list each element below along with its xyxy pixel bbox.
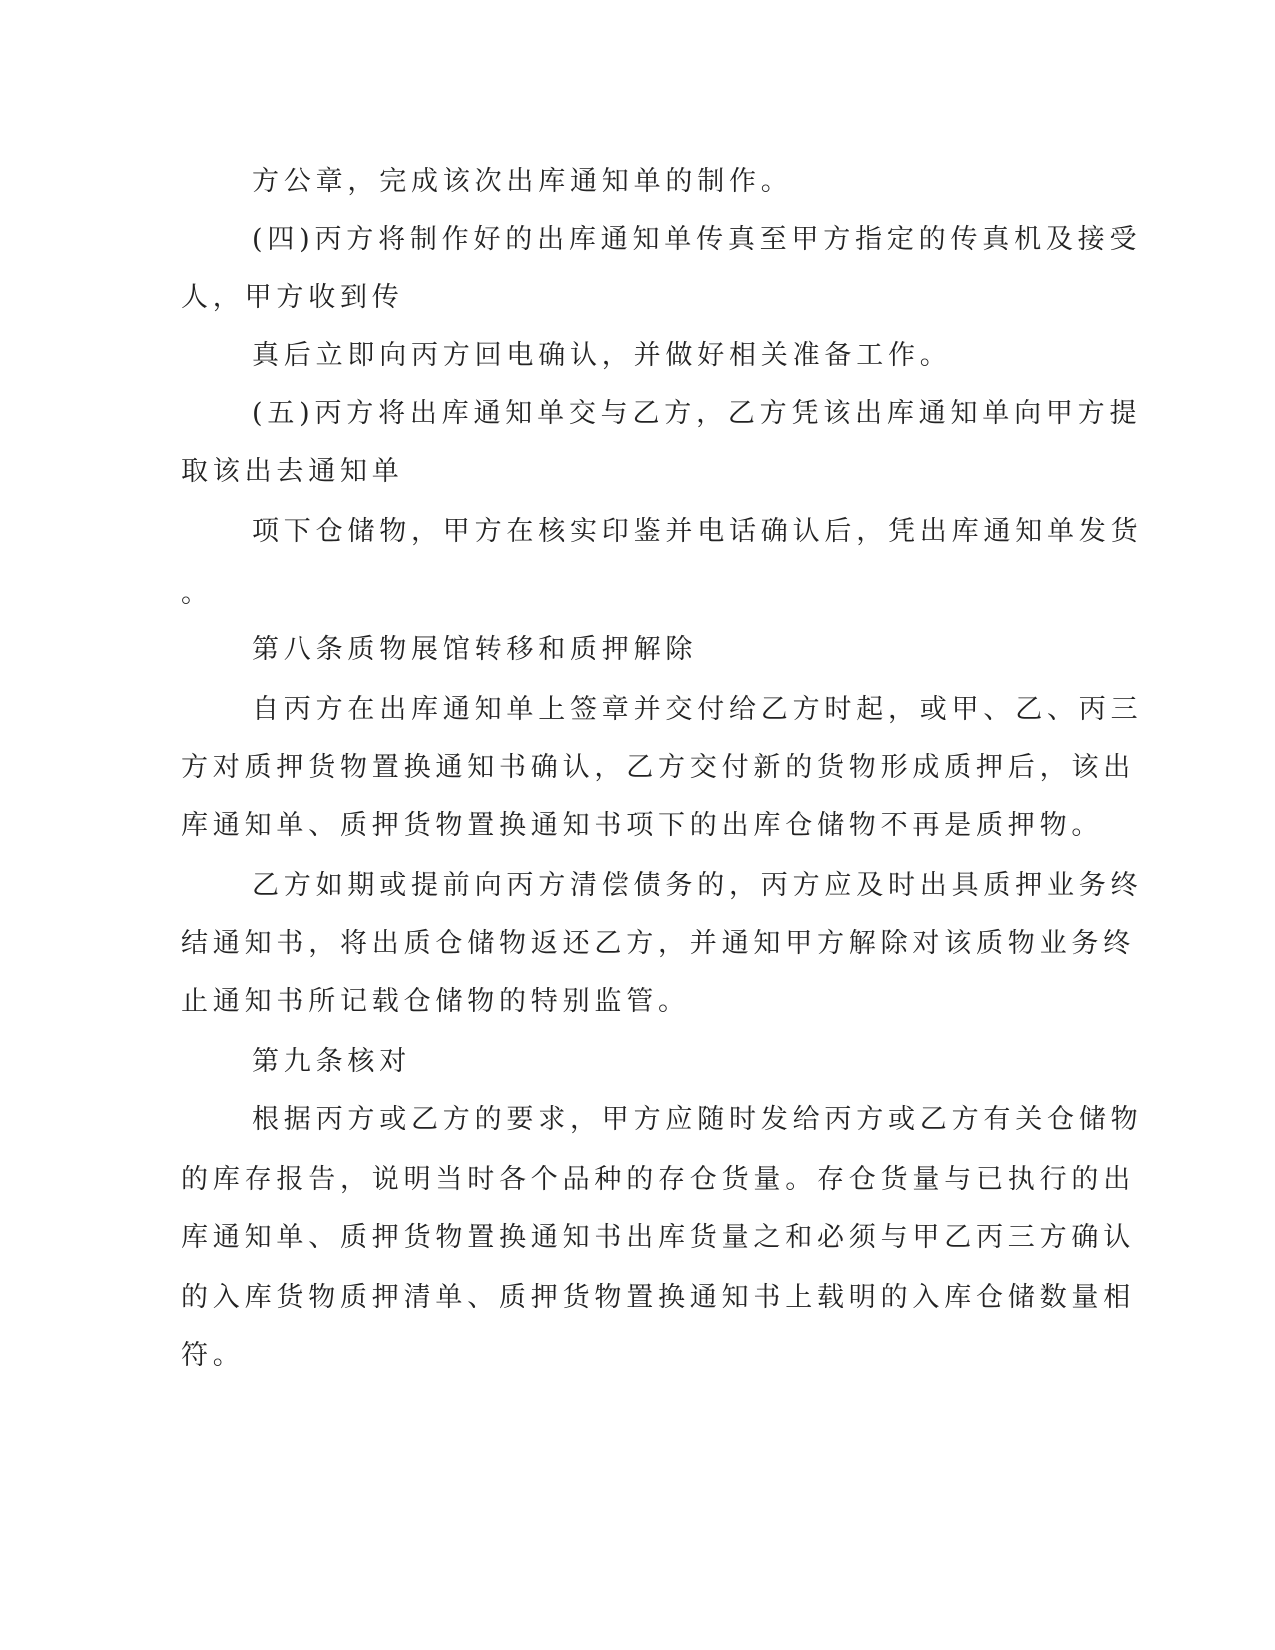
text-line: 根据丙方或乙方的要求，甲方应随时发给丙方或乙方有关仓储物 — [252, 1104, 1143, 1135]
text-line: (五)丙方将出库通知单交与乙方，乙方凭该出库通知单向甲方提 — [252, 398, 1142, 429]
text-line: 库通知单、质押货物置换通知书项下的出库仓储物不再是质押物。 — [181, 810, 1104, 841]
text-line: 自丙方在出库通知单上签章并交付给乙方时起，或甲、乙、丙三 — [252, 694, 1143, 725]
text-line: (四)丙方将制作好的出库通知单传真至甲方指定的传真机及接受 — [252, 224, 1142, 255]
text-line: 库通知单、质押货物置换通知书出库货量之和必须与甲乙丙三方确认 — [181, 1222, 1135, 1253]
text-line: 真后立即向丙方回电确认，并做好相关准备工作。 — [252, 340, 952, 371]
text-line: 的库存报告，说明当时各个品种的存仓货量。存仓货量与已执行的出 — [181, 1164, 1135, 1195]
text-line: 人，甲方收到传 — [181, 282, 404, 313]
text-line: 乙方如期或提前向丙方清偿债务的，丙方应及时出具质押业务终 — [252, 870, 1143, 901]
text-line: 符。 — [181, 1340, 245, 1371]
text-line: 结通知书，将出质仓储物返还乙方，并通知甲方解除对该质物业务终 — [181, 928, 1135, 959]
text-line: 项下仓储物，甲方在核实印鉴并电话确认后，凭出库通知单发货 — [252, 516, 1143, 547]
text-line: 方公章，完成该次出库通知单的制作。 — [252, 166, 793, 197]
text-line: 止通知书所记载仓储物的特别监管。 — [181, 986, 690, 1017]
section-heading: 第九条核对 — [252, 1046, 411, 1077]
text-line: 方对质押货物置换通知书确认，乙方交付新的货物形成质押后，该出 — [181, 752, 1135, 783]
text-line: 取该出去通知单 — [181, 456, 404, 487]
text-line: 的入库货物质押清单、质押货物置换通知书上载明的入库仓储数量相 — [181, 1282, 1135, 1313]
section-heading: 第八条质物展馆转移和质押解除 — [252, 634, 698, 665]
text-line: 。 — [181, 578, 213, 609]
